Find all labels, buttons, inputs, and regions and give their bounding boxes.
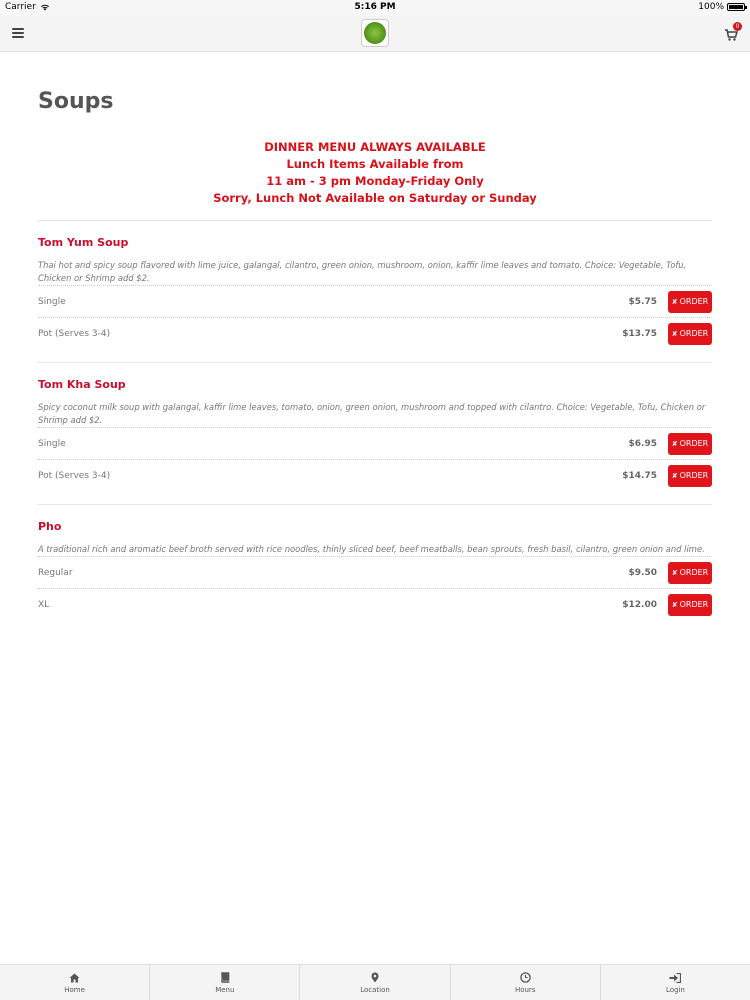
notice-line: 11 am - 3 pm Monday-Friday Only (266, 174, 484, 188)
utensils-icon: ✘ (671, 297, 678, 306)
order-button-label: ORDER (679, 439, 709, 448)
item-description: Spicy coconut milk soup with galangal, kaffir lime leaves, tomato, onion, green onion, mushroom and topped with cilantro. Choice: Vegetable, Tofu, Chicken or Shrimp add $2. (38, 402, 706, 425)
order-button-label: ORDER (679, 297, 709, 306)
top-nav-bar (0, 16, 750, 52)
item-option-row (38, 285, 712, 317)
order-button[interactable] (668, 323, 712, 345)
utensils-icon: ✘ (671, 471, 678, 480)
restaurant-logo[interactable] (361, 19, 389, 47)
order-button[interactable] (668, 562, 712, 584)
page-title: Soups (38, 89, 114, 114)
option-label: Regular (38, 567, 73, 578)
item-option-row (38, 317, 712, 349)
option-price: $9.50 (628, 567, 657, 578)
battery-percent: 100% (698, 2, 724, 12)
tab-label: Location (360, 985, 390, 994)
order-button[interactable] (668, 291, 712, 313)
tab-menu[interactable] (150, 965, 300, 1000)
status-bar (0, 0, 750, 16)
item-option-row (38, 459, 712, 491)
item-option-row (38, 427, 712, 459)
utensils-icon: ✘ (671, 439, 678, 448)
battery-icon (727, 3, 745, 11)
book-icon (220, 972, 230, 984)
bottom-nav-bar (0, 964, 750, 1000)
order-button-label: ORDER (679, 471, 709, 480)
notice-line: Lunch Items Available from (286, 157, 464, 171)
tab-label: Hours (514, 985, 536, 994)
option-label: XL (38, 599, 50, 610)
option-label: Pot (Serves 3-4) (38, 328, 111, 339)
order-button-label: ORDER (679, 600, 709, 609)
option-label: Pot (Serves 3-4) (38, 470, 111, 481)
utensils-icon: ✘ (671, 329, 678, 338)
order-button[interactable] (668, 433, 712, 455)
menu-item (38, 363, 712, 505)
item-name[interactable]: Tom Yum Soup (38, 236, 129, 249)
cart-button[interactable] (724, 23, 740, 41)
item-name[interactable]: Pho (38, 520, 62, 533)
main-content (38, 52, 712, 620)
availability-notice (38, 139, 712, 207)
order-button-label: ORDER (679, 329, 709, 338)
clock-icon (520, 972, 531, 984)
status-time: 5:16 PM (354, 2, 396, 12)
login-icon (669, 972, 681, 984)
tab-home[interactable] (0, 965, 150, 1000)
item-option-row (38, 588, 712, 620)
tab-label: Menu (215, 985, 235, 994)
order-button[interactable] (668, 465, 712, 487)
item-option-row (38, 556, 712, 588)
option-price: $14.75 (622, 470, 657, 481)
order-button-label: ORDER (679, 568, 709, 577)
option-label: Single (38, 296, 66, 307)
option-price: $12.00 (622, 599, 657, 610)
tab-location[interactable] (300, 965, 450, 1000)
tab-label: Login (665, 985, 685, 994)
menu-item (38, 221, 712, 363)
utensils-icon: ✘ (671, 568, 678, 577)
option-price: $13.75 (622, 328, 657, 339)
option-price: $5.75 (628, 296, 657, 307)
tab-hours[interactable] (451, 965, 601, 1000)
battery-info (698, 2, 745, 12)
home-icon (69, 972, 80, 984)
cart-count-badge: 0 (733, 22, 742, 31)
utensils-icon: ✘ (671, 600, 678, 609)
tab-label: Home (64, 985, 85, 994)
menu-item (38, 505, 712, 620)
order-button[interactable] (668, 594, 712, 616)
notice-line: Sorry, Lunch Not Available on Saturday or Sunday (213, 191, 537, 205)
item-description: Thai hot and spicy soup flavored with lime juice, galangal, cilantro, green onion, mushroom, onion, kaffir lime leaves and tomato. Choice: Vegetable, Tofu, Chicken or Shrimp add $2. (38, 260, 687, 283)
tab-login[interactable] (601, 965, 750, 1000)
logo-emblem-icon (364, 22, 386, 44)
option-price: $6.95 (628, 438, 657, 449)
option-label: Single (38, 438, 66, 449)
item-name[interactable]: Tom Kha Soup (38, 378, 126, 391)
hamburger-menu-icon[interactable] (12, 28, 24, 38)
notice-line: DINNER MENU ALWAYS AVAILABLE (264, 140, 486, 154)
item-description: A traditional rich and aromatic beef broth served with rice noodles, thinly sliced beef, beef meatballs, bean sprouts, fresh basil, cilantro, green onion and lime. (38, 544, 705, 554)
map-pin-icon (371, 972, 379, 984)
carrier-label: Carrier (5, 2, 36, 12)
